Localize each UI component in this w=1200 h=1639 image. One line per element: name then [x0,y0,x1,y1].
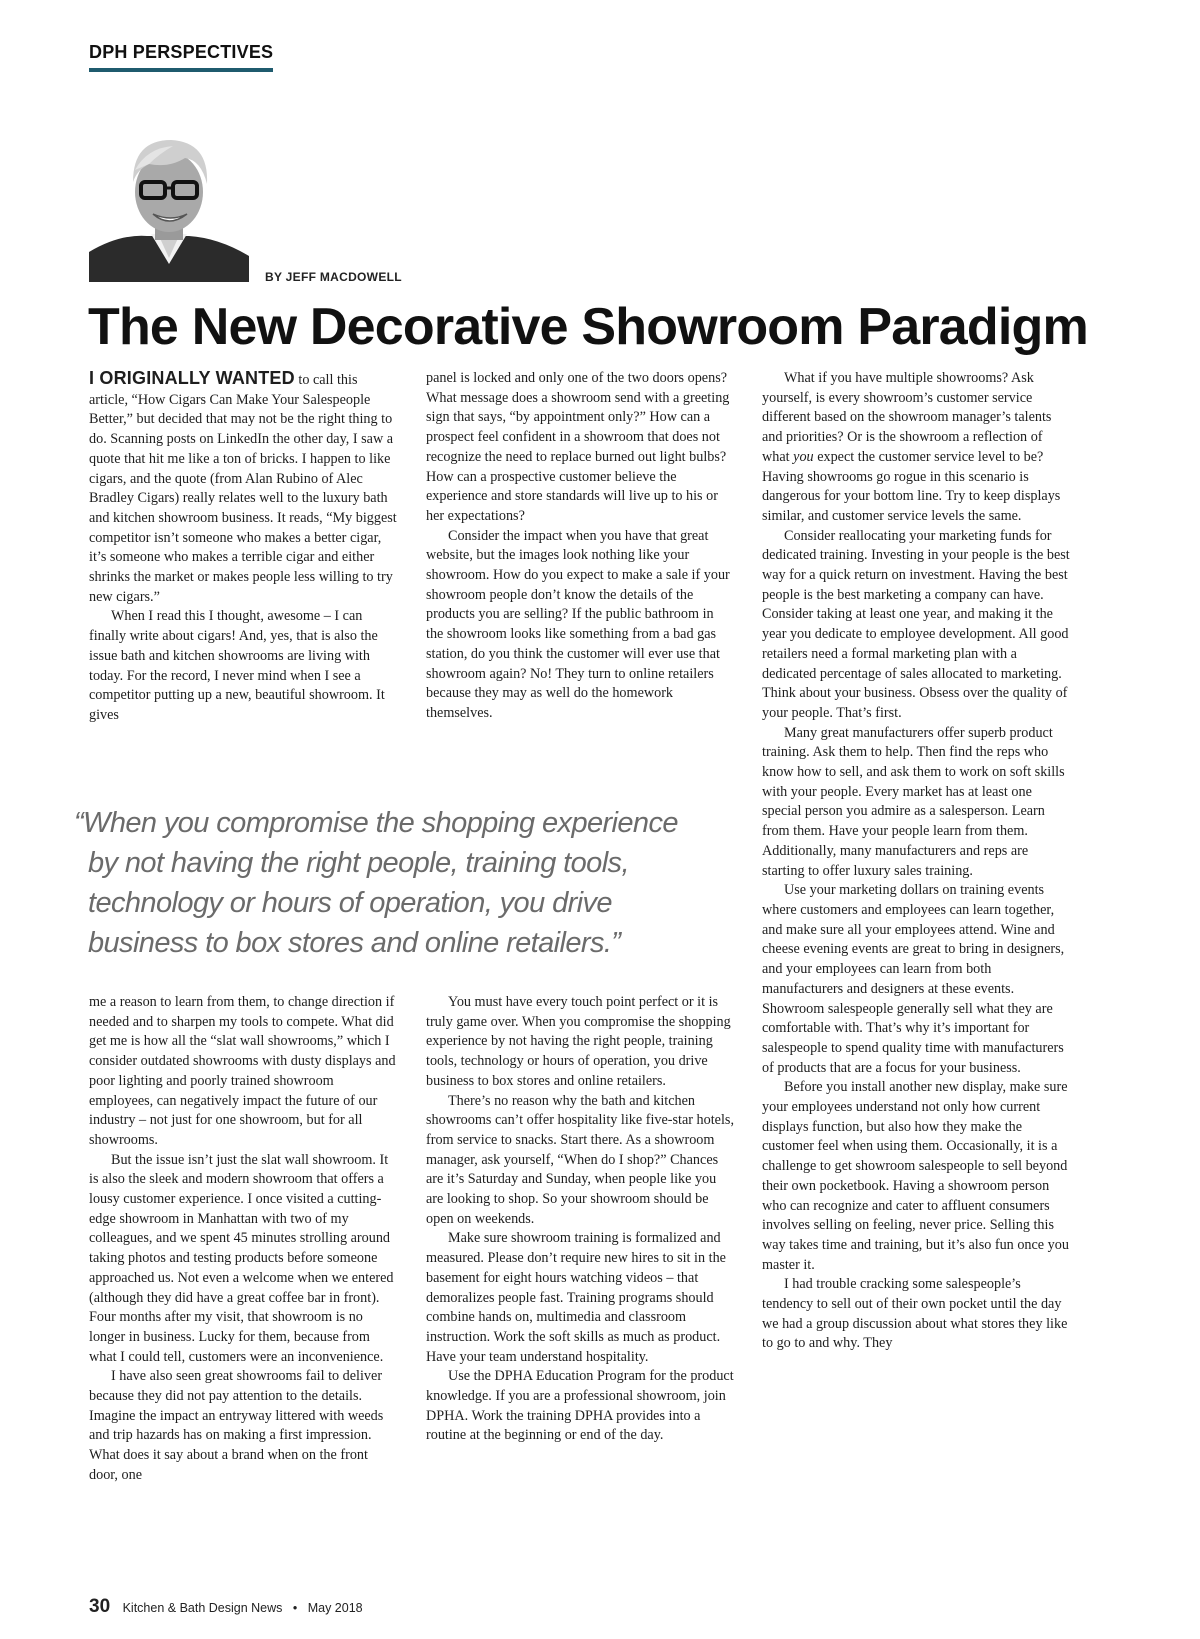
paragraph-text: expect the customer service level to be? Having showrooms go rogue in this scenario is dangerous for your bottom line. Try to keep displays similar, and customer service levels the same. [762,448,1061,524]
byline: BY JEFF MACDOWELL [265,270,402,284]
paragraph-text: What if you have multiple showrooms? Ask yourself, is every showroom’s customer service different based on the showroom manager’s talents and priorities? Or is the showroom a reflection of what [762,370,1052,465]
paragraph [762,369,1070,527]
section-rule [89,68,273,72]
lead-in: I ORIGINALLY WANTED [89,368,295,388]
paragraph: When I read this I thought, awesome – I can finally write about cigars! And, yes, that is also the issue bath and kitchen showrooms are living with today. For the record, I never mind when I see a competitor putting up a new, beautiful showroom. It gives [89,608,385,723]
paragraph: Consider the impact when you have that great website, but the images look nothing like your showroom. How do you expect to make a sale if your showroom people don’t know the details of the products you are selling? If the public bathroom in the showroom looks like something from a bad gas station, do you think the customer will ever use that showroom again? No! They turn to online retailers because they may as well do the homework themselves. [426,527,730,721]
section-label: DPH PERSPECTIVES [89,42,274,62]
pull-quote-line: business to box stores and online retailers.” [88,927,621,959]
pull-quote [74,803,714,963]
pull-quote-line: “When you compromise the shopping experience [74,807,678,839]
paragraph: Use your marketing dollars on training events where customers and employees can learn together, and make sure all your employees attend. Wine and cheese evening events are great to bring in designers, and your employees can learn from both manufacturers and designers at these events. Showroom salespeople generally sell what they are comfortable with. That’s why it’s important for salespeople to spend quality time with manufacturers of products that are a focus for your business. [762,882,1065,1076]
article-column-1-bottom [89,993,397,1486]
paragraph: Make sure showroom training is formalized and measured. Please don’t require new hires to sit in the basement for eight hours watching videos – that demoralizes people fast. Training programs should combine hands on, multimedia and classroom instruction. Work the soft skills as much as product. Have your team understand hospitality. [426,1230,726,1365]
publication-name: Kitchen & Bath Design News [122,1601,283,1615]
issue-date: May 2018 [307,1601,363,1615]
pull-quote-line: by not having the right people, training tools, [88,847,629,879]
paragraph: Consider reallocating your marketing funds for dedicated training. Investing in your people is the best way for a quick return on investment. Having the best people is the best marketing a company can have. Consider taking at least one year, and making it the year you dedicate to employee development. All good retailers need a formal marketing plan with a dedicated percentage of sales allocated to marketing. Think about your business. Obsess over the quality of your people. That’s first. [762,527,1070,721]
footer-separator: • [292,1601,298,1615]
paragraph: Many great manufacturers offer superb product training. Ask them to help. Then find the reps who know how to sell, and ask them to work on soft skills with your people. Every market has at least one special person you admire as a salesperson. Learn from them. Have your people learn from them. Additionally, many manufacturers and reps are starting to offer luxury sales training. [762,724,1065,879]
paragraph: me a reason to learn from them, to change direction if needed and to sharpen my tools to compete. What did get me is how all the “slat wall showrooms,” which I consider outdated showrooms with dusty displays and poor lighting and poorly trained showroom employees, can negatively impact the future of our industry – not just for one showroom, but for all showrooms. [89,994,396,1148]
paragraph: panel is locked and only one of the two doors opens? What message does a showroom send with a greeting sign that says, “by appointment only?” How can a prospect feel confident in a showroom that does not recognize the need to replace burned out light bulbs? How can a prospective customer believe the experience and store standards will live up to his or her expectations? [426,370,730,524]
page-number: 30 [89,1596,111,1617]
paragraph: But the issue isn’t just the slat wall showroom. It is also the sleek and modern showroom that offers a lousy customer experience. I once visited a cutting-edge showroom in Manhattan with two of my colleagues, and we spent 45 minutes strolling around taking photos and testing products before someone approached us. Not even a welcome when we entered (although they did have a great coffee bar in front). Four months after my visit, that showroom is no longer in business. Lucky for them, because from what I could tell, customers were an inconvenience. [89,1151,394,1365]
paragraph: There’s no reason why the bath and kitchen showrooms can’t offer hospitality like five-star hotels, from service to snacks. Start there. As a showroom manager, ask yourself, “When do I shop?” Chances are it’s Saturday and Sunday, when people like you are looking to shop. So your showroom should be open on weekends. [426,1092,734,1227]
page-title: The New Decorative Showroom Paradigm [88,298,1088,356]
pull-quote-line: technology or hours of operation, you drive [88,887,612,919]
author-portrait [89,124,249,282]
paragraph: Use the DPHA Education Program for the product knowledge. If you are a professional showroom, join DPHA. Work the training DPHA provides into a routine at the beginning or end of the day. [426,1368,734,1444]
article-column-2-bottom [426,993,734,1446]
paragraph: You must have every touch point perfect or it is truly game over. When you compromise the shopping experience by not having the right people, training tools, technology or hours of operation, you drive business to box stores and online retailers. [426,994,731,1089]
article-column-1-top [89,369,397,726]
paragraph: Before you install another new display, make sure your employees understand not only how current displays function, but also how they make the customer feel when using them. Occasionally, it is a challenge to get showroom salespeople to sell beyond their own pocketbook. Having a showroom person who can recognize and cater to affluent consumers involves selling on feeling, never price. Selling this way takes time and training, but it’s also fun once you master it. [762,1079,1069,1273]
paragraph-text: to call this article, “How Cigars Can Make Your Salespeople Better,” but decided that may not be the right thing to do. Scanning posts on LinkedIn the other day, I saw a quote that hit me like a ton of bricks. I happen to like cigars, and the quote (from Alan Rubino of Alec Bradley Cigars) really relates well to the luxury bath and kitchen showroom business. It reads, “My biggest competitor isn’t someone who makes a better cigar, it’s someone who makes a terrible cigar and either shrinks the market or makes people less willing to try new cigars.” [89,372,397,605]
article-column-2-top [426,369,734,724]
page-footer [89,1596,363,1618]
paragraph: I have also seen great showrooms fail to deliver because they did not pay attention to the details. Imagine the impact an entryway littered with weeds and trip hazards has on making a first impression. What does it say about a brand when on the front door, one [89,1368,384,1483]
paragraph: I had trouble cracking some salespeople’s tendency to sell out of their own pocket until the day we had a group discussion about what stores they like to go to and why. They [762,1276,1068,1352]
article-column-3 [762,369,1070,1354]
paragraph [89,369,397,607]
emphasis: you [793,448,814,465]
